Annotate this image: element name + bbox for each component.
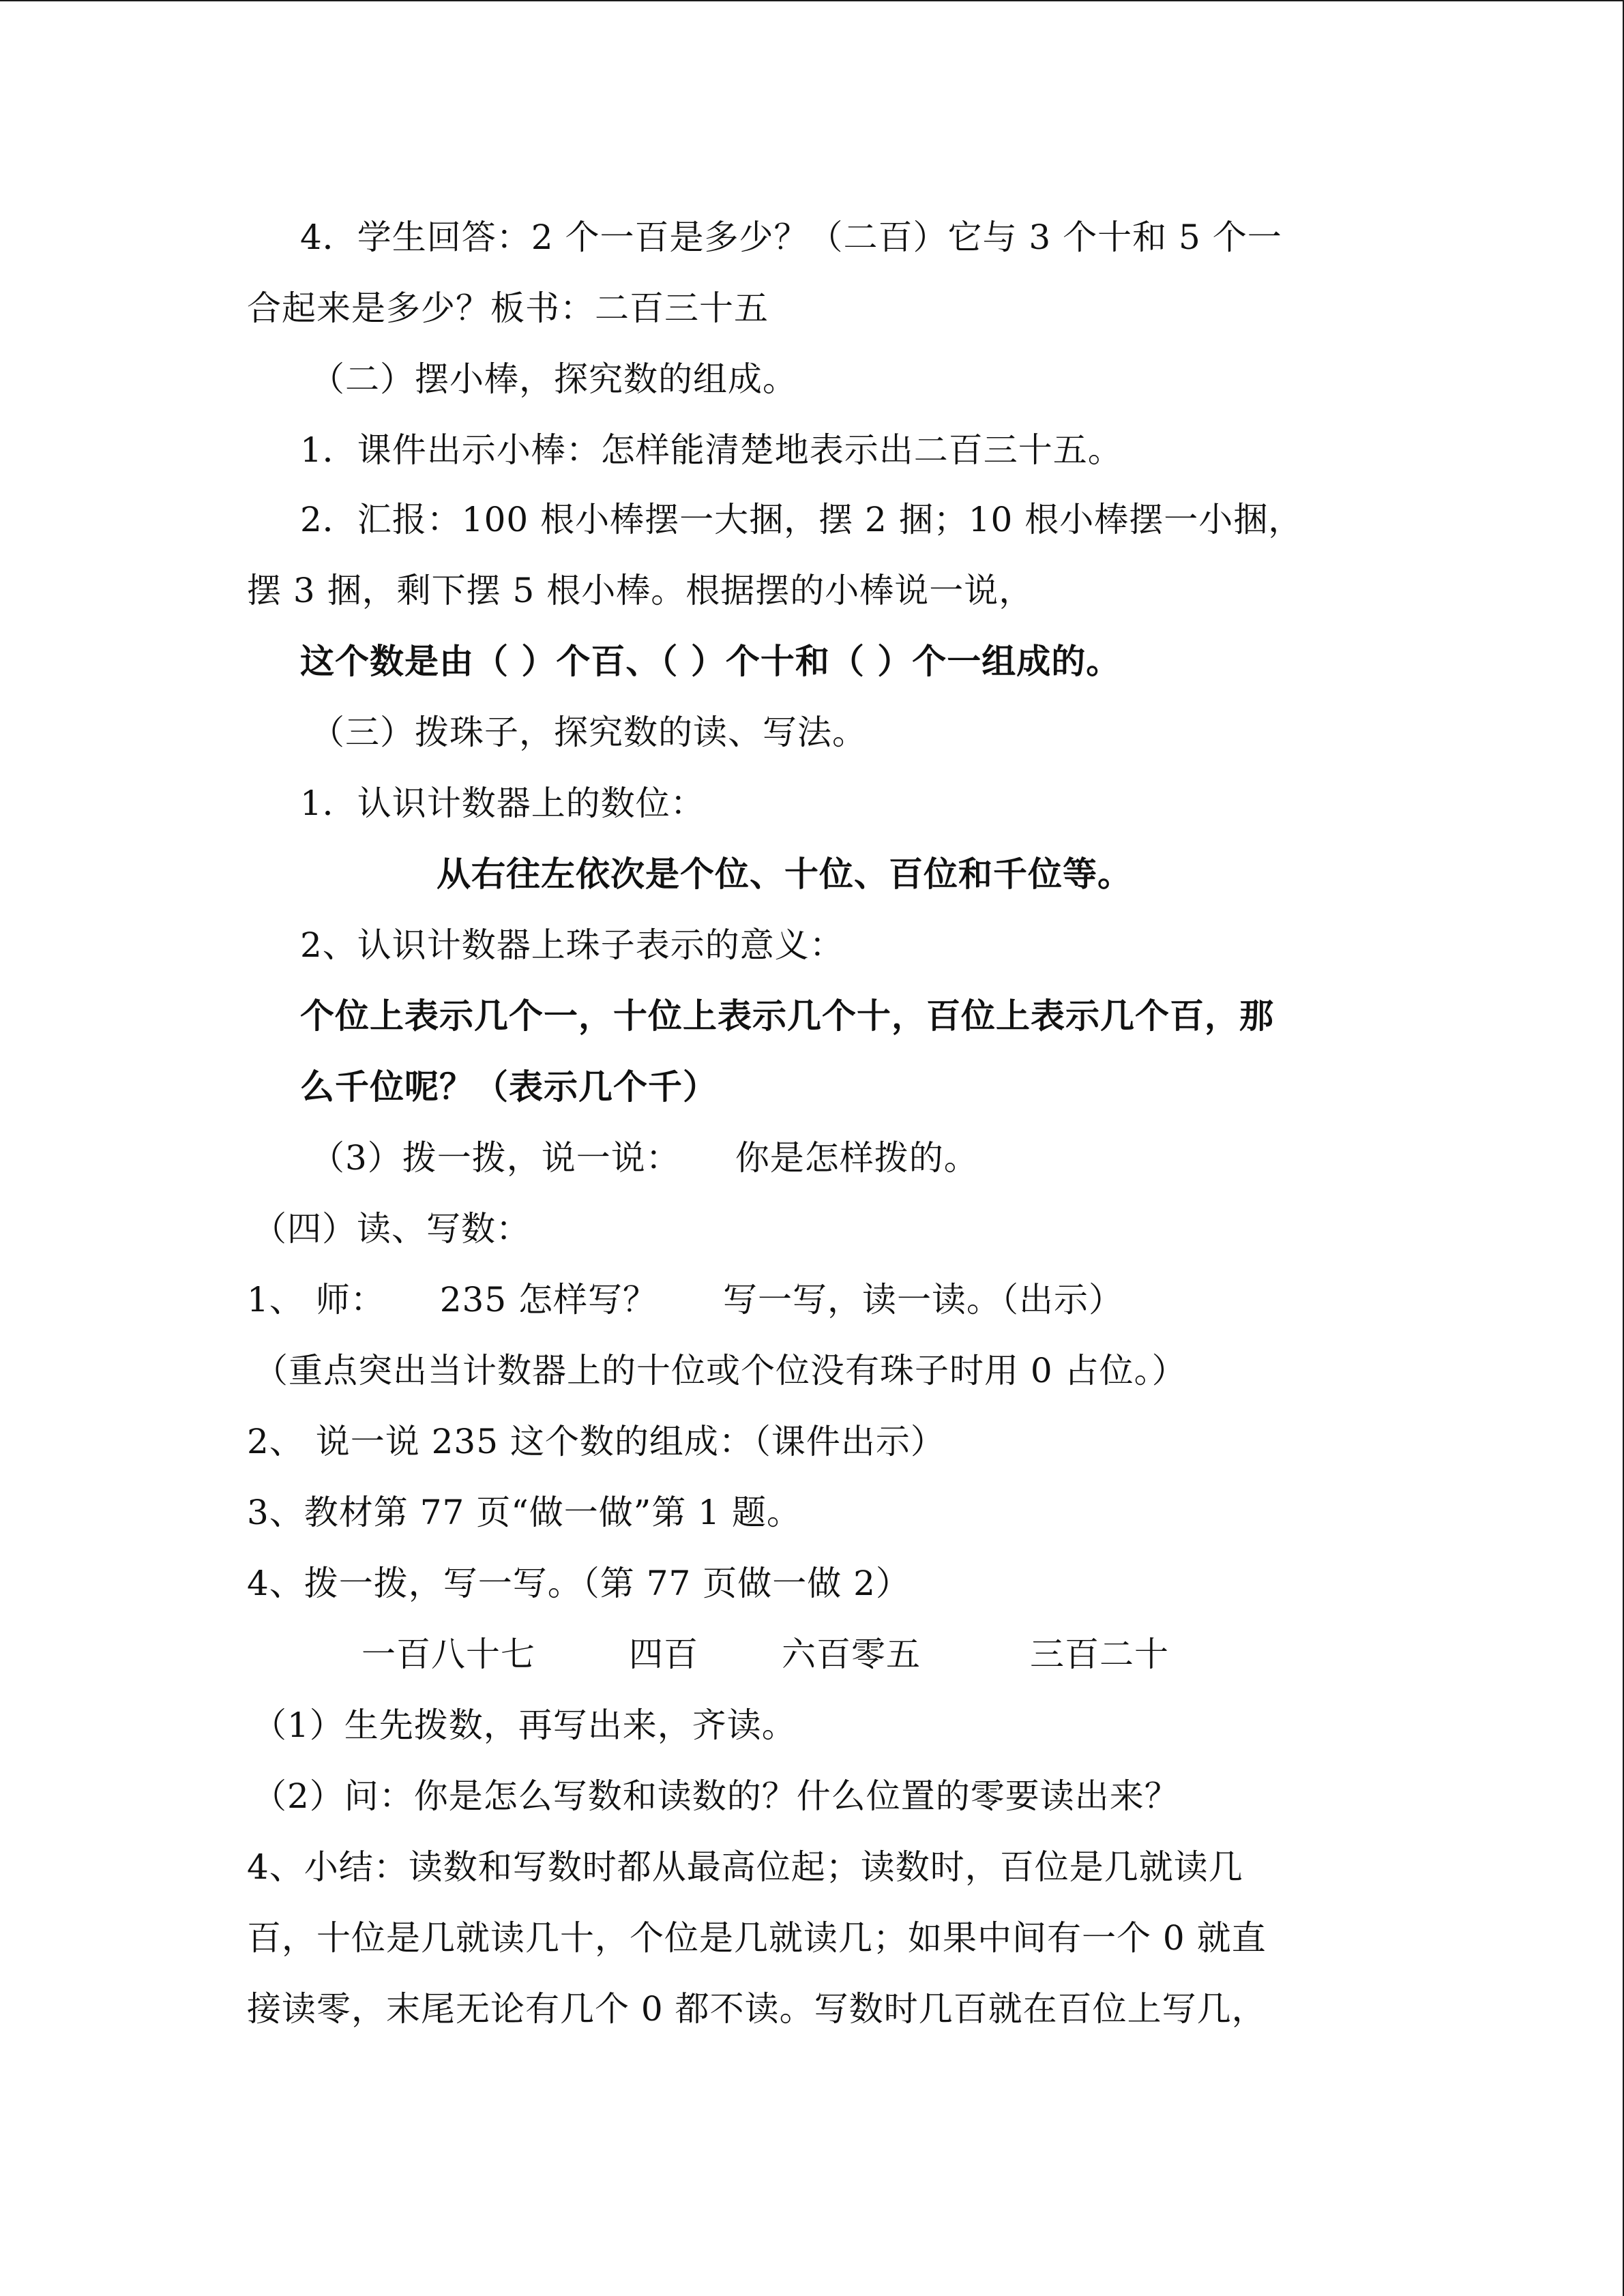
line-14-part-b: 你是怎样拨的。 [735, 1138, 979, 1178]
bold-line-composition: 这个数是由（ ）个百、（ ）个十和（ ）个一组成的。 [300, 642, 1121, 681]
paragraph-line-16 [247, 1279, 1123, 1320]
paragraph-line-11: 2、认识计数器上珠子表示的意义： [300, 925, 844, 965]
section-heading-2: （二）摆小棒，探究数的组成。 [310, 359, 797, 399]
line-16-part-c: 写一写，读一读。（出示） [723, 1280, 1124, 1320]
paragraph-line-4: 1．课件出示小棒：怎样能清楚地表示出二百三十五。 [300, 430, 1123, 470]
paragraph-line-2: 合起来是多少？板书：二百三十五 [247, 288, 769, 328]
line-16-part-b: 235 怎样写？ [439, 1280, 658, 1320]
section-heading-3: （三）拨珠子，探究数的读、写法。 [310, 713, 867, 752]
bold-line-meaning-1: 个位上表示几个一，十位上表示几个十，百位上表示几个百，那 [300, 996, 1274, 1036]
paragraph-line-5: 2．汇报：100 根小棒摆一大捆，摆 2 捆；10 根小棒摆一小捆， [300, 500, 1303, 539]
paragraph-line-1: 4．学生回答：2 个一百是多少？（二百）它与 3 个十和 5 个一 [300, 218, 1282, 257]
paragraph-line-18: 2、 说一说 235 这个数的组成：（课件出示） [247, 1422, 945, 1461]
paragraph-line-6: 摆 3 捆，剩下摆 5 根小棒。根据摆的小棒说一说， [247, 571, 1034, 610]
bold-line-places: 从右往左依次是个位、十位、百位和千位等。 [437, 854, 1132, 894]
paragraph-line-20: 4、拨一拨，写一写。（第 77 页做一做 2） [247, 1564, 911, 1603]
paragraph-line-9: 1．认识计数器上的数位： [300, 784, 705, 823]
paragraph-line-14 [310, 1137, 979, 1178]
number-word-1: 一百八十七 [361, 1635, 535, 1674]
number-word-2: 四百 [629, 1635, 698, 1674]
paragraph-line-19: 3、教材第 77 页“做一做”第 1 题。 [247, 1493, 801, 1532]
paragraph-line-23: （2）问：你是怎么写数和读数的？什么位置的零要读出来？ [252, 1776, 1179, 1816]
paragraph-line-22: （1）生先拨数，再写出来，齐读。 [252, 1705, 797, 1745]
bold-line-meaning-2: 么千位呢？（表示几个千） [300, 1067, 718, 1107]
number-word-4: 三百二十 [1030, 1635, 1169, 1674]
number-word-3: 六百零五 [782, 1635, 921, 1674]
paragraph-line-25: 百，十位是几就读几十，个位是几就读几；如果中间有一个 0 就直 [247, 1918, 1267, 1958]
paragraph-line-24: 4、小结：读数和写数时都从最高位起；读数时，百位是几就读几 [247, 1847, 1243, 1887]
line-16-part-a: 1、 师： [247, 1280, 385, 1320]
section-heading-4: （四）读、写数： [252, 1209, 531, 1249]
paragraph-line-17: （重点突出当计数器上的十位或个位没有珠子时用 0 占位。） [254, 1351, 1187, 1390]
line-14-part-a: （3）拨一拨，说一说： [310, 1138, 681, 1178]
paragraph-line-26: 接读零，末尾无论有几个 0 都不读。写数时几百就在百位上写几， [247, 1989, 1267, 2029]
